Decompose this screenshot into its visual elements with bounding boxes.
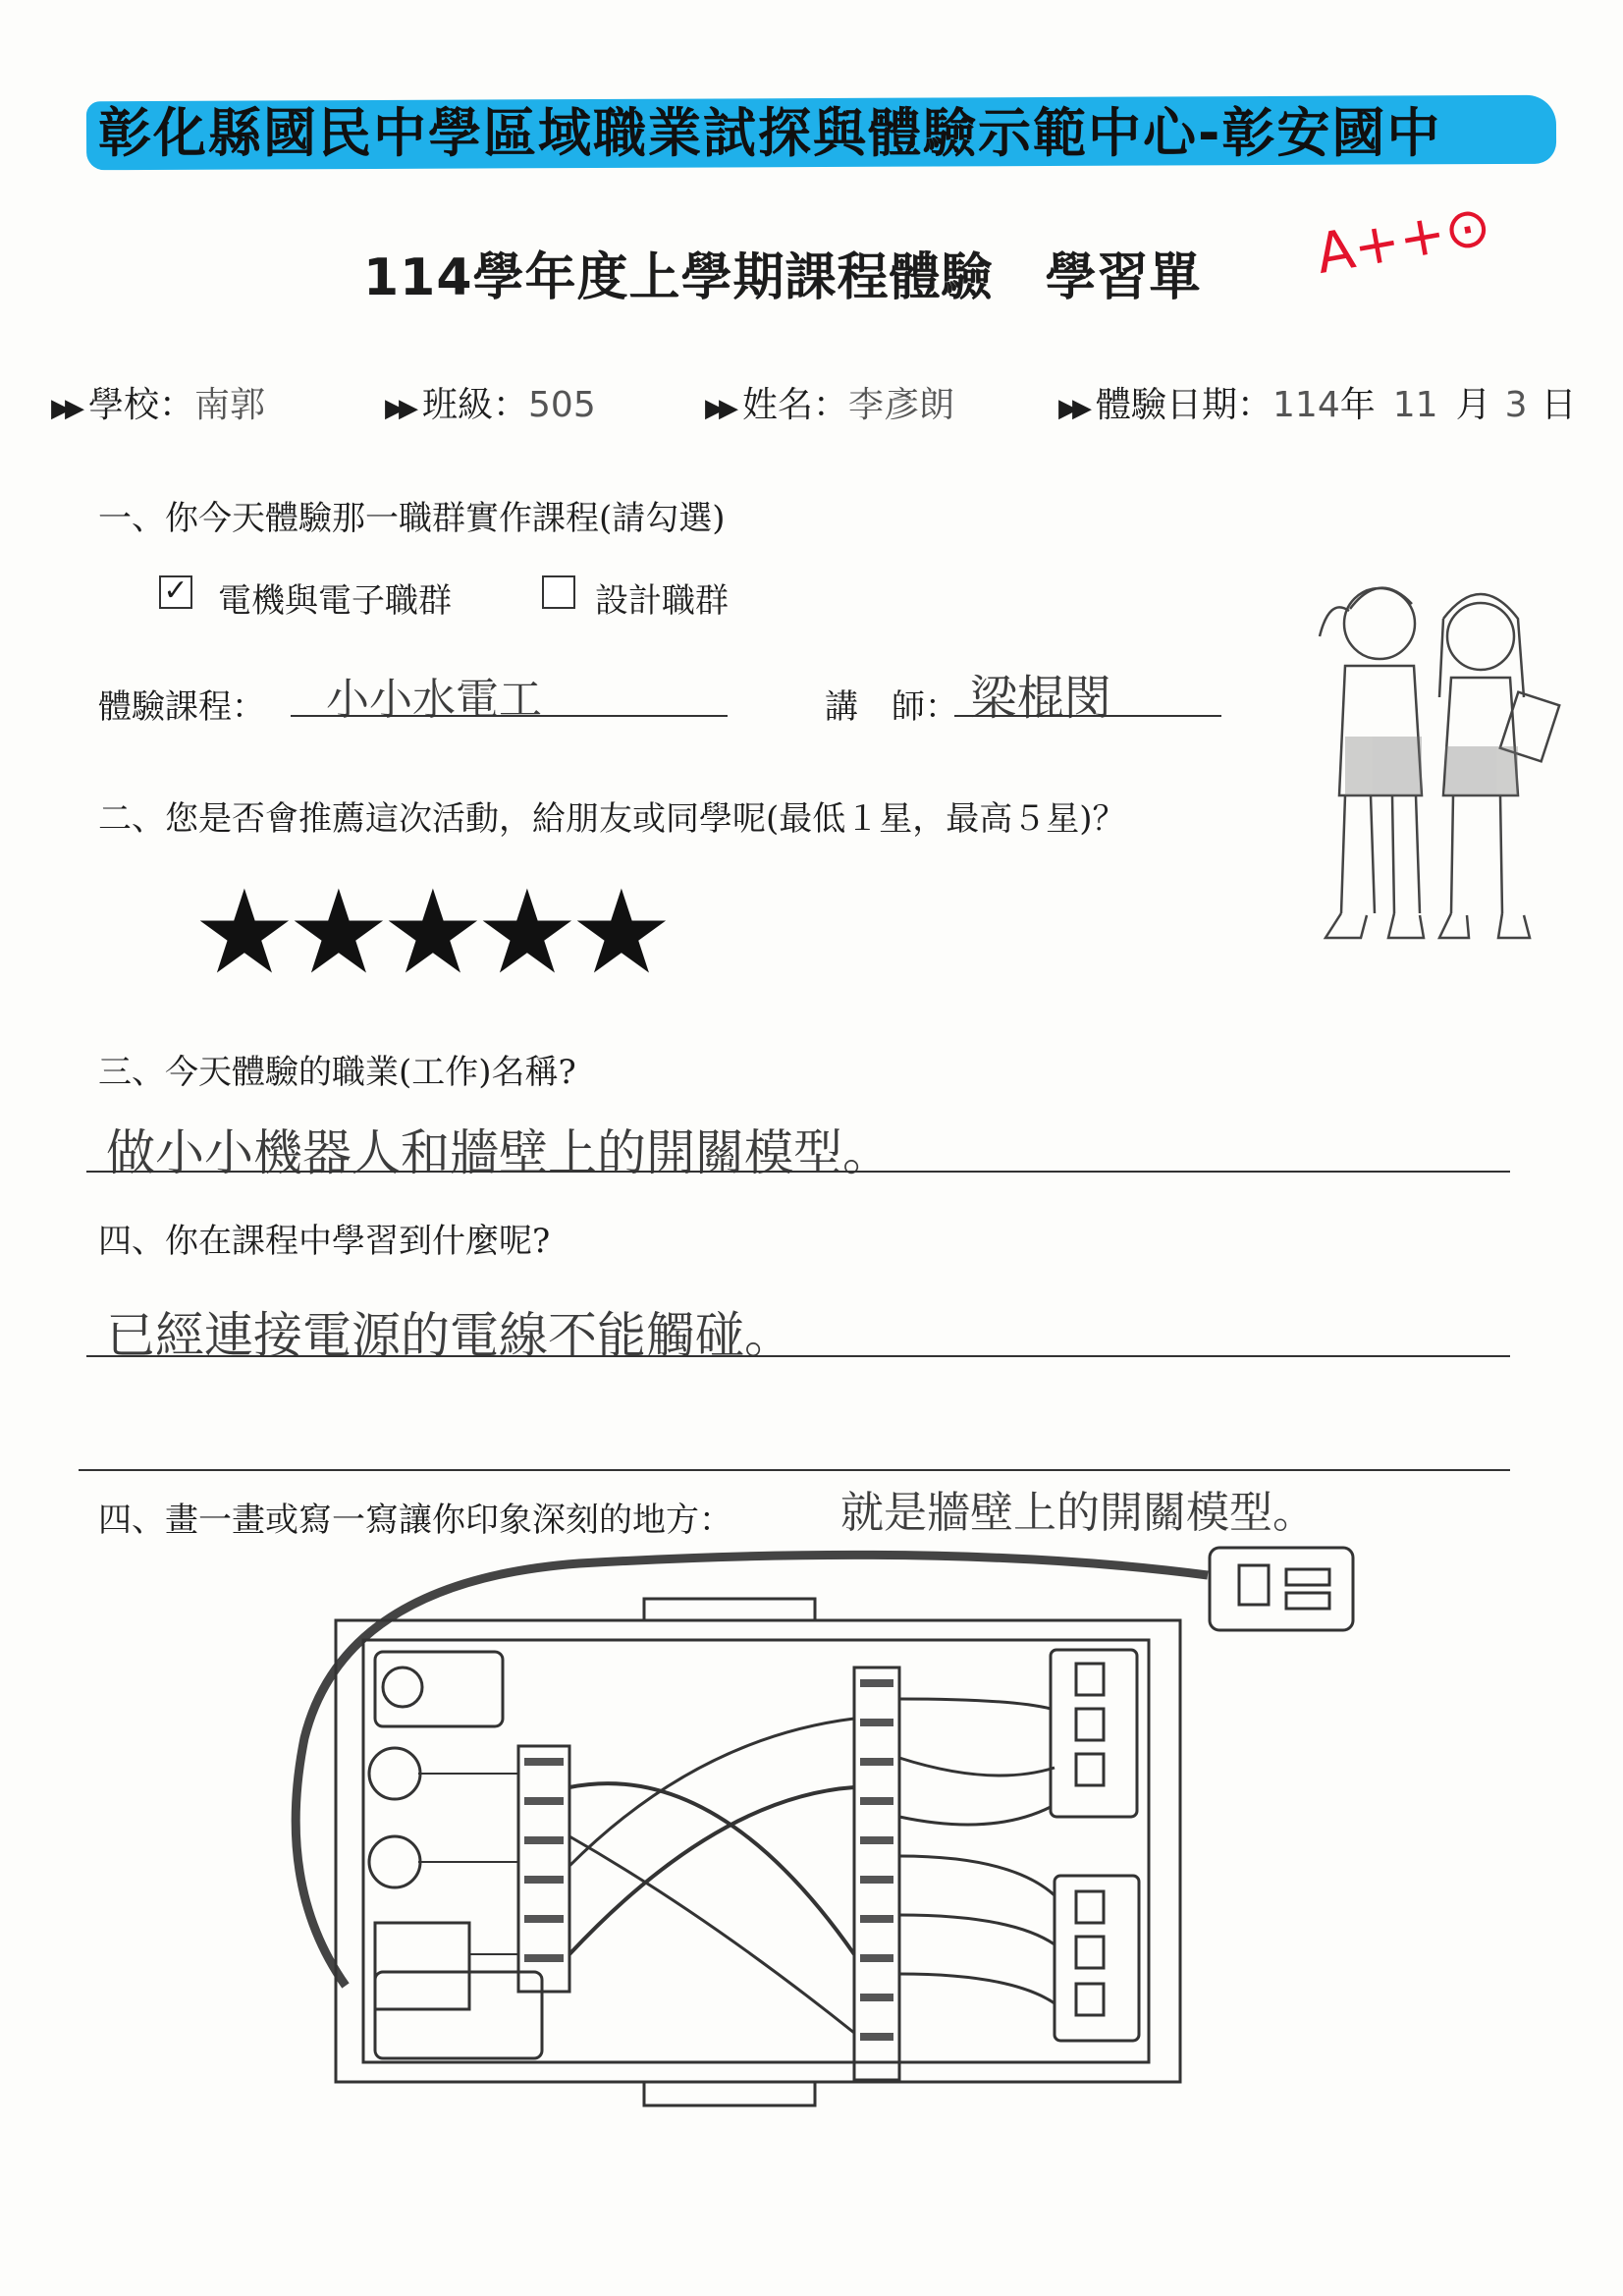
option2-checkbox[interactable]	[542, 575, 575, 609]
double-arrow-icon: ▶▶	[1058, 394, 1086, 423]
date-day-unit: 日	[1541, 385, 1577, 425]
double-arrow-icon: ▶▶	[385, 394, 412, 423]
name-label: 姓名：	[742, 385, 849, 425]
date-year-unit: 年	[1339, 385, 1376, 425]
q4-underline-1	[86, 1355, 1510, 1357]
class-label: 班級：	[422, 385, 529, 425]
date-field	[1058, 377, 1577, 427]
date-year: 114	[1272, 385, 1340, 425]
switchboard-drawing	[265, 1542, 1375, 2131]
rating-star-icon: ★	[475, 864, 579, 1000]
q4-prompt: 四、你在課程中學習到什麼呢?	[98, 1222, 551, 1261]
date-label: 體驗日期：	[1096, 385, 1273, 425]
q5-answer: 就是牆壁上的開關模型。	[840, 1488, 1316, 1538]
teacher-value: 梁棍閔	[970, 671, 1112, 726]
rating-star-icon: ★	[569, 864, 674, 1000]
course-value: 小小水電工	[326, 675, 542, 725]
rating-star-icon: ★	[287, 864, 391, 1000]
q5-prompt: 四、畫一畫或寫一寫讓你印象深刻的地方：	[98, 1501, 732, 1540]
grade-mark: A++⊙	[1311, 192, 1496, 288]
rating-star-icon: ★	[192, 864, 297, 1000]
double-arrow-icon: ▶▶	[51, 394, 79, 423]
teacher-underline	[954, 715, 1221, 717]
q4-underline-2	[79, 1469, 1510, 1471]
teacher-label: 講 師：	[825, 687, 958, 727]
date-month: 11	[1392, 385, 1438, 425]
banner-title: 彰化縣國民中學區域職業試探與體驗示範中心-彰安國中	[98, 102, 1442, 164]
q1-prompt: 一、你今天體驗那一職群實作課程(請勾選)	[98, 499, 726, 538]
school-label: 學校：	[88, 385, 195, 425]
school-field	[51, 377, 265, 427]
q3-answer: 做小小機器人和牆壁上的開關模型。	[106, 1124, 892, 1181]
students-illustration	[1306, 550, 1561, 962]
date-month-unit: 月	[1455, 385, 1491, 425]
course-label: 體驗課程：	[98, 687, 265, 727]
course-underline	[291, 715, 728, 717]
option1-checkbox[interactable]: ✓	[159, 575, 192, 609]
q2-prompt: 二、您是否會推薦這次活動，給朋友或同學呢(最低１星，最高５星)？	[98, 799, 1126, 839]
date-day: 3	[1504, 385, 1528, 425]
class-field	[385, 377, 596, 427]
q3-prompt: 三、今天體驗的職業(工作)名稱?	[98, 1053, 576, 1092]
class-value: 505	[528, 385, 596, 425]
rating-star-icon: ★	[381, 864, 485, 1000]
school-value: 南郭	[194, 385, 266, 425]
q3-underline	[86, 1171, 1510, 1173]
double-arrow-icon: ▶▶	[705, 394, 732, 423]
name-field	[705, 377, 954, 427]
option2-label: 設計職群	[595, 581, 729, 621]
name-value: 李彥朗	[848, 385, 955, 425]
q4-answer: 已經連接電源的電線不能觸碰。	[106, 1307, 793, 1364]
option1-label: 電機與電子職群	[218, 581, 452, 621]
page-title: 114學年度上學期課程體驗 學習單	[363, 248, 1202, 307]
